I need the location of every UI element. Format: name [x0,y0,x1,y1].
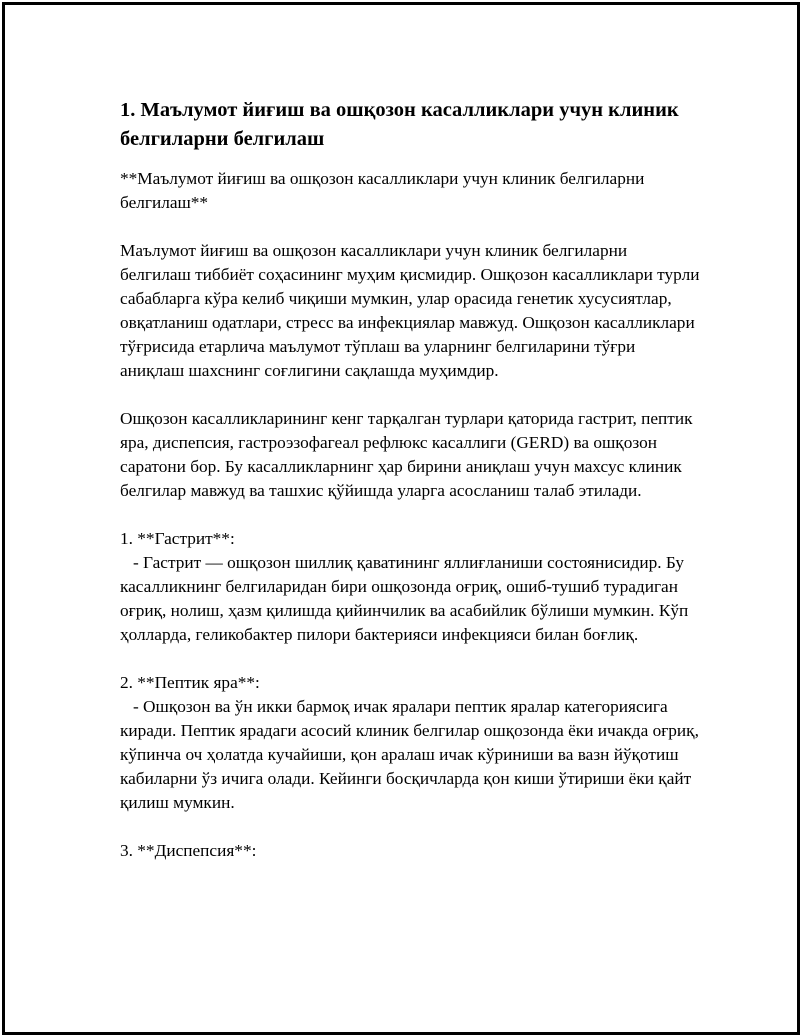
spacer [120,503,700,527]
document-page [2,2,800,1035]
list-item-heading-gastritis: 1. **Гастрит**: [120,529,235,548]
spacer [120,154,700,167]
spacer [120,383,700,407]
document-body [120,96,704,863]
intro-paragraph: Маълумот йиғиш ва ошқозон касалликлари учун клиник белгиларни белгилаш тиббиёт соҳасининг муҳим қисмидир. Ошқозон касалликлари турли сабабларга кўра келиб чиқиши мумкин, улар орасида генетик хусусиятлар, овқатланиш одатлари, стресс ва инфекциялар мавжуд. Ошқозон касалликлари тўғрисида етарлича маълумот тўплаш ва уларнинг белгиларини тўғри аниқлаш шахснинг соғлигини сақлашда муҳимдир. [120,241,700,380]
list-item-heading-peptic-ulcer: 2. **Пептик яра**: [120,673,260,692]
bold-subtitle-paragraph: **Маълумот йиғиш ва ошқозон касалликлари учун клиник белгиларни белгилаш** [120,169,645,212]
spacer [120,815,700,839]
spacer [120,647,700,671]
spacer [120,215,700,239]
document-title: 1. Маълумот йиғиш ва ошқозон касалликлари учун клиник белгиларни белгилаш [120,99,679,150]
list-item-body-peptic-ulcer: - Ошқозон ва ўн икки бармоқ ичак яралари пептик яралар категориясига киради. Пептик ярадаги асосий клиник белгилар ошқозонда ёки ичакда оғриқ, кўпинча оч ҳолатда кучайиши, қон аралаш ичак кўриниши ва вазн йўқотиш кабиларни ўз ичига олади. Кейинги босқичларда қон киши ўтириши ёки қайт қилиш мумкин. [120,697,704,812]
list-item-heading-dyspepsia: 3. **Диспепсия**: [120,841,257,860]
types-paragraph: Ошқозон касалликларининг кенг тарқалган турлари қаторида гастрит, пептик яра, диспепсия, гастроэзофагеал рефлюкс касаллиги (GERD) ва ошқозон саратони бор. Бу касалликларнинг ҳар бирини аниқлаш учун махсус клиник белгилар мавжуд ва ташхис қўйишда уларга асосланиш талаб этилади. [120,409,693,500]
list-item-body-gastritis: - Гастрит — ошқозон шиллиқ қаватининг яллиғланиши состоянисидир. Бу касалликнинг белгиларидан бири ошқозонда оғриқ, ошиб-тушиб турадиган оғриқ, нолиш, ҳазм қилишда қийинчилик ва асабийлик бўлиши мумкин. Кўп ҳолларда, геликобактер пилори бактерияси инфекцияси билан боғлиқ. [120,553,693,644]
